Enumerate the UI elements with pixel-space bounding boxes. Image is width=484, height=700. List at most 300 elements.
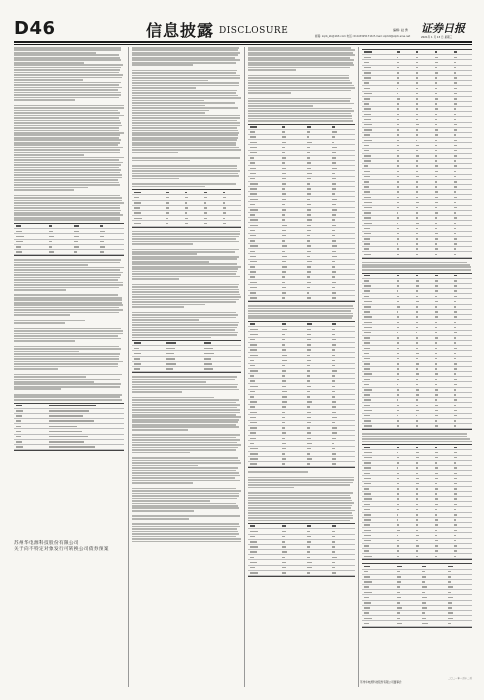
table-cell-slot bbox=[414, 530, 433, 532]
table-cell-slot bbox=[203, 358, 241, 360]
text-line bbox=[14, 376, 86, 378]
table-cell-slot bbox=[248, 536, 280, 538]
table-cell bbox=[435, 202, 438, 204]
table-cell bbox=[435, 150, 437, 152]
table-cell-slot bbox=[414, 478, 433, 480]
table-cell-slot bbox=[280, 162, 305, 164]
table-cell-slot bbox=[330, 193, 355, 195]
table-cell-slot bbox=[453, 108, 472, 110]
table-cell-slot bbox=[453, 223, 472, 225]
table-cell bbox=[397, 389, 399, 391]
table-cell bbox=[332, 287, 336, 289]
text-line bbox=[132, 329, 235, 331]
table-cell bbox=[397, 134, 400, 136]
table-cell bbox=[364, 399, 371, 401]
table-cell-slot bbox=[395, 296, 414, 298]
table-cell bbox=[416, 290, 418, 292]
table-cell bbox=[307, 432, 312, 434]
table-cell-slot bbox=[280, 339, 305, 341]
table-cell-slot bbox=[248, 126, 280, 128]
table-cell-slot bbox=[414, 322, 433, 324]
table-cell-slot bbox=[434, 384, 453, 386]
table-cell-slot bbox=[453, 57, 472, 59]
table-cell-slot bbox=[305, 463, 330, 465]
table-cell bbox=[416, 275, 419, 277]
table-cell-slot bbox=[421, 571, 447, 573]
text-line bbox=[14, 289, 66, 291]
table-cell bbox=[397, 248, 400, 250]
table-cell bbox=[282, 386, 286, 388]
table-cell bbox=[250, 458, 258, 460]
table-cell-slot bbox=[395, 353, 414, 355]
table-cell bbox=[223, 223, 225, 225]
table-cell-slot bbox=[280, 406, 305, 408]
table-cell bbox=[282, 562, 286, 564]
table-cell-slot bbox=[362, 93, 395, 95]
table-cell-slot bbox=[395, 233, 414, 235]
table-cell bbox=[422, 597, 427, 599]
table-cell bbox=[435, 134, 438, 136]
table-cell-slot bbox=[362, 478, 395, 480]
table-cell-slot bbox=[362, 483, 395, 485]
text-line bbox=[14, 338, 121, 340]
text-line bbox=[132, 412, 240, 414]
table-cell bbox=[364, 62, 369, 64]
table-cell bbox=[416, 228, 418, 230]
table-cell-slot bbox=[414, 165, 433, 167]
table-cell bbox=[307, 370, 311, 372]
table-cell-slot bbox=[305, 219, 330, 221]
table-cell-slot bbox=[395, 379, 414, 381]
text-line bbox=[132, 404, 240, 406]
table-cell-slot bbox=[414, 337, 433, 339]
table-cell-slot bbox=[414, 519, 433, 521]
table-cell-slot bbox=[395, 550, 414, 552]
table-cell bbox=[454, 311, 457, 313]
table-cell-slot bbox=[330, 240, 355, 242]
table-cell bbox=[332, 147, 337, 149]
table-cell bbox=[364, 420, 372, 422]
table-cell bbox=[397, 623, 402, 625]
table-cell bbox=[364, 93, 372, 95]
table-cell-slot bbox=[248, 147, 280, 149]
table-cell-slot bbox=[248, 162, 280, 164]
table-cell bbox=[397, 337, 399, 339]
table-cell bbox=[307, 219, 312, 221]
table-cell-slot bbox=[330, 162, 355, 164]
text-line bbox=[132, 127, 237, 129]
table-cell-slot bbox=[434, 420, 453, 422]
table-cell bbox=[250, 334, 259, 336]
table-cell bbox=[307, 183, 310, 185]
table-cell-slot bbox=[453, 524, 472, 526]
table-cell bbox=[448, 571, 451, 573]
table-cell-slot bbox=[414, 332, 433, 334]
table-cell-slot bbox=[414, 134, 433, 136]
table-cell bbox=[454, 316, 457, 318]
table-cell bbox=[364, 576, 371, 578]
table-cell bbox=[250, 199, 259, 201]
table-cell bbox=[454, 150, 457, 152]
table-cell-slot bbox=[414, 98, 433, 100]
table-cell-slot bbox=[362, 384, 395, 386]
table-cell bbox=[416, 473, 419, 475]
table-cell-slot bbox=[248, 225, 280, 227]
table-cell bbox=[204, 192, 206, 194]
table-cell bbox=[223, 212, 225, 214]
table-cell bbox=[364, 337, 370, 339]
table-cell bbox=[250, 370, 259, 372]
table-cell bbox=[454, 473, 456, 475]
table-cell bbox=[307, 287, 310, 289]
text-line bbox=[14, 47, 121, 49]
table-cell-slot bbox=[362, 155, 395, 157]
table-cell-slot bbox=[434, 296, 453, 298]
table-cell-slot bbox=[434, 353, 453, 355]
table-cell bbox=[250, 157, 255, 159]
text-line bbox=[132, 538, 241, 540]
table-cell-slot bbox=[414, 373, 433, 375]
text-line bbox=[14, 169, 121, 171]
table-cell-slot bbox=[453, 160, 472, 162]
table-cell bbox=[397, 358, 399, 360]
table-cell-slot bbox=[395, 176, 414, 178]
table-cell-slot bbox=[165, 363, 203, 365]
table-cell bbox=[250, 349, 258, 351]
table-cell bbox=[166, 218, 168, 220]
table-cell-slot bbox=[453, 197, 472, 199]
text-line bbox=[248, 487, 294, 489]
table-cell bbox=[185, 218, 188, 220]
text-line bbox=[362, 441, 472, 443]
table-cell bbox=[185, 223, 188, 225]
text-line bbox=[132, 178, 179, 180]
table-cell bbox=[435, 145, 437, 147]
table-cell-slot bbox=[414, 228, 433, 230]
text-line bbox=[362, 269, 471, 271]
text-line bbox=[132, 278, 179, 280]
table-cell-slot bbox=[453, 228, 472, 230]
table-row bbox=[248, 571, 355, 576]
text-line bbox=[14, 274, 121, 276]
table-cell-slot bbox=[280, 173, 305, 175]
table-cell bbox=[454, 509, 456, 511]
table-cell-slot bbox=[434, 348, 453, 350]
table-cell bbox=[204, 197, 206, 199]
table-cell-slot bbox=[453, 540, 472, 542]
table-cell bbox=[416, 160, 418, 162]
table-cell-slot bbox=[132, 348, 165, 350]
table-cell-slot bbox=[453, 114, 472, 116]
text-line bbox=[248, 517, 353, 519]
table-cell-slot bbox=[414, 368, 433, 370]
table-cell bbox=[364, 296, 370, 298]
table-cell-slot bbox=[395, 535, 414, 537]
table-cell bbox=[416, 493, 418, 495]
table-cell bbox=[282, 204, 285, 206]
text-line bbox=[14, 147, 123, 149]
text-line bbox=[132, 122, 240, 124]
text-line bbox=[14, 361, 123, 363]
text-line bbox=[14, 396, 120, 398]
text-line bbox=[14, 340, 75, 342]
table-cell bbox=[416, 337, 418, 339]
text-line bbox=[14, 54, 119, 56]
table-cell bbox=[250, 271, 256, 273]
table-cell bbox=[435, 248, 438, 250]
table-cell-slot bbox=[280, 567, 305, 569]
table-cell-slot bbox=[434, 150, 453, 152]
table-cell bbox=[364, 467, 372, 469]
table-cell-slot bbox=[362, 77, 395, 79]
table-cell-slot bbox=[362, 363, 395, 365]
table-cell bbox=[282, 178, 287, 180]
table-cell bbox=[422, 581, 425, 583]
text-line bbox=[14, 174, 122, 176]
table-cell bbox=[454, 77, 456, 79]
text-line bbox=[14, 394, 122, 396]
table-cell bbox=[250, 126, 257, 128]
table-cell-slot bbox=[305, 365, 330, 367]
table-cell bbox=[282, 536, 285, 538]
table-cell bbox=[307, 126, 311, 128]
table-cell-slot bbox=[330, 329, 355, 331]
table-cell bbox=[307, 349, 311, 351]
table-cell-slot bbox=[421, 586, 447, 588]
table-cell-slot bbox=[330, 531, 355, 533]
table-cell bbox=[364, 134, 370, 136]
newspaper-logo: 证券日报 bbox=[421, 22, 465, 35]
table-cell bbox=[282, 199, 287, 201]
table-cell bbox=[364, 597, 370, 599]
table-cell-slot bbox=[434, 498, 453, 500]
text-line bbox=[132, 186, 205, 188]
table-cell bbox=[435, 514, 437, 516]
company-announcement-title bbox=[14, 541, 124, 553]
text-line bbox=[14, 162, 123, 164]
table-cell-slot bbox=[305, 406, 330, 408]
table-cell bbox=[416, 498, 418, 500]
table-cell bbox=[307, 209, 311, 211]
table-cell-slot bbox=[414, 348, 433, 350]
table-cell-slot bbox=[362, 301, 395, 303]
table-cell-slot bbox=[14, 441, 47, 443]
table-cell bbox=[250, 235, 256, 237]
text-line bbox=[132, 144, 236, 146]
table-cell bbox=[332, 562, 336, 564]
table-cell-slot bbox=[305, 256, 330, 258]
table-cell-slot bbox=[395, 618, 421, 620]
text-line bbox=[132, 317, 236, 319]
table-cell bbox=[416, 452, 419, 454]
text-line bbox=[132, 168, 237, 170]
table-cell bbox=[397, 114, 400, 116]
text-line bbox=[14, 302, 122, 304]
table-cell bbox=[307, 365, 311, 367]
table-cell-slot bbox=[280, 365, 305, 367]
table-cell-slot bbox=[203, 363, 241, 365]
table-cell-slot bbox=[395, 57, 414, 59]
table-cell-slot bbox=[414, 238, 433, 240]
table-cell bbox=[416, 191, 418, 193]
table-cell bbox=[397, 405, 399, 407]
text-line bbox=[14, 312, 119, 314]
table-cell-slot bbox=[248, 406, 280, 408]
table-cell bbox=[307, 546, 310, 548]
table-cell bbox=[307, 131, 311, 133]
table-cell bbox=[364, 478, 372, 480]
table-cell bbox=[307, 225, 312, 227]
table-cell-slot bbox=[305, 230, 330, 232]
table-cell bbox=[282, 266, 287, 268]
text-line bbox=[132, 241, 239, 243]
table-cell-slot bbox=[248, 422, 280, 424]
text-line bbox=[14, 87, 122, 89]
table-cell-slot bbox=[330, 168, 355, 170]
table-cell bbox=[250, 245, 258, 247]
table-cell bbox=[397, 342, 400, 344]
table-cell bbox=[397, 504, 399, 506]
table-cell-slot bbox=[14, 426, 47, 428]
table-cell-slot bbox=[453, 124, 472, 126]
table-cell-slot bbox=[453, 348, 472, 350]
table-cell-slot bbox=[305, 572, 330, 574]
table-cell bbox=[364, 425, 372, 427]
table-cell-slot bbox=[434, 165, 453, 167]
table-cell bbox=[332, 178, 336, 180]
text-line bbox=[132, 57, 235, 59]
table-cell-slot bbox=[362, 394, 395, 396]
table-cell-slot bbox=[395, 285, 414, 287]
data-table bbox=[132, 340, 241, 373]
table-cell-slot bbox=[414, 275, 433, 277]
table-cell bbox=[397, 384, 399, 386]
table-cell bbox=[397, 410, 399, 412]
table-cell-slot bbox=[453, 285, 472, 287]
table-cell-slot bbox=[330, 136, 355, 138]
table-cell-slot bbox=[248, 360, 280, 362]
text-line bbox=[248, 495, 350, 497]
table-cell-slot bbox=[280, 136, 305, 138]
table-cell bbox=[223, 218, 225, 220]
table-cell-slot bbox=[203, 353, 241, 355]
section-title-en: DISCLOSURE bbox=[219, 26, 289, 36]
table-cell bbox=[397, 155, 399, 157]
table-cell bbox=[397, 373, 400, 375]
table-cell-slot bbox=[305, 551, 330, 553]
table-cell-slot bbox=[414, 129, 433, 131]
table-cell-slot bbox=[47, 251, 73, 253]
table-cell bbox=[250, 412, 258, 414]
text-line bbox=[14, 52, 96, 54]
table-cell bbox=[364, 243, 371, 245]
table-cell bbox=[416, 124, 419, 126]
table-cell-slot bbox=[434, 373, 453, 375]
text-line bbox=[132, 251, 235, 253]
table-cell-slot bbox=[434, 447, 453, 449]
table-cell bbox=[435, 550, 438, 552]
table-cell bbox=[397, 93, 399, 95]
table-cell bbox=[416, 405, 419, 407]
table-cell-slot bbox=[414, 150, 433, 152]
table-cell-slot bbox=[47, 405, 124, 407]
table-cell-slot bbox=[395, 119, 414, 121]
text-line bbox=[132, 475, 240, 477]
table-cell bbox=[250, 240, 256, 242]
table-cell bbox=[416, 145, 419, 147]
table-cell-slot bbox=[248, 334, 280, 336]
text-line bbox=[132, 115, 240, 117]
table-cell bbox=[448, 612, 453, 614]
table-cell bbox=[416, 72, 419, 74]
table-cell-slot bbox=[132, 212, 165, 214]
table-cell-slot bbox=[14, 431, 47, 433]
table-cell-slot bbox=[395, 586, 421, 588]
table-cell bbox=[307, 188, 312, 190]
table-cell bbox=[332, 193, 336, 195]
table-cell-slot bbox=[248, 178, 280, 180]
text-line bbox=[132, 407, 237, 409]
table-cell bbox=[332, 230, 336, 232]
table-cell bbox=[435, 316, 438, 318]
text-line bbox=[14, 134, 120, 136]
table-cell-slot bbox=[305, 204, 330, 206]
table-cell-slot bbox=[395, 368, 414, 370]
table-cell bbox=[307, 204, 311, 206]
table-cell-slot bbox=[395, 488, 414, 490]
table-cell-slot bbox=[280, 541, 305, 543]
table-cell bbox=[250, 219, 258, 221]
table-cell bbox=[435, 358, 437, 360]
table-cell bbox=[416, 316, 418, 318]
text-line bbox=[14, 77, 122, 79]
table-cell bbox=[364, 504, 370, 506]
table-cell-slot bbox=[414, 176, 433, 178]
table-row bbox=[248, 462, 355, 467]
text-line bbox=[14, 84, 119, 86]
text-line bbox=[14, 322, 65, 324]
table-cell bbox=[435, 410, 438, 412]
table-cell-slot bbox=[414, 498, 433, 500]
table-cell-slot bbox=[14, 225, 47, 227]
table-cell bbox=[397, 415, 399, 417]
table-cell-slot bbox=[434, 399, 453, 401]
table-cell bbox=[307, 292, 310, 294]
table-cell bbox=[250, 401, 257, 403]
table-cell-slot bbox=[434, 181, 453, 183]
text-line bbox=[14, 299, 122, 301]
table-cell-slot bbox=[395, 248, 414, 250]
table-cell bbox=[364, 535, 372, 537]
table-cell bbox=[250, 344, 257, 346]
table-cell bbox=[435, 478, 438, 480]
table-row bbox=[132, 221, 241, 226]
table-cell-slot bbox=[330, 432, 355, 434]
table-cell bbox=[416, 108, 418, 110]
table-cell-slot bbox=[305, 214, 330, 216]
table-cell-slot bbox=[434, 545, 453, 547]
table-cell-slot bbox=[14, 446, 47, 448]
text-line bbox=[14, 284, 123, 286]
table-cell bbox=[282, 365, 285, 367]
table-cell bbox=[397, 77, 399, 79]
text-line bbox=[248, 479, 354, 481]
table-cell bbox=[250, 256, 257, 258]
table-cell bbox=[435, 62, 438, 64]
text-line bbox=[14, 152, 120, 154]
text-line bbox=[132, 439, 240, 441]
table-cell-slot bbox=[362, 447, 395, 449]
